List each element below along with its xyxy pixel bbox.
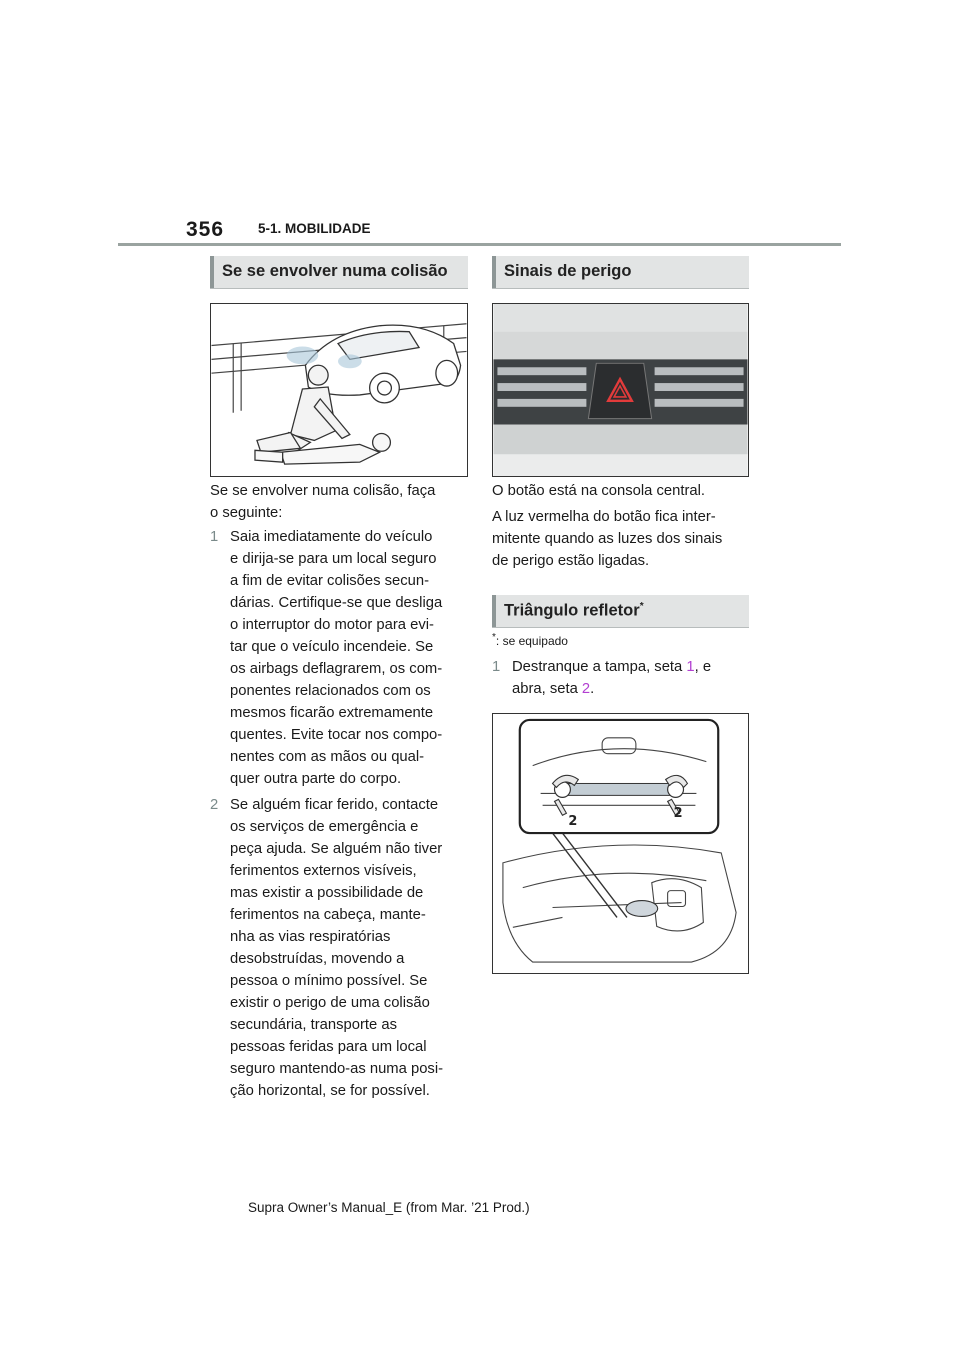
equipped-mark: * <box>639 601 644 612</box>
equipped-footnote: *: se equipado <box>492 632 568 648</box>
hazard-description: A luz vermelha do botão fica inter- mitente quando as luzes dos sinais de perigo estão ligadas. <box>492 509 723 569</box>
hazard-location: O botão está na consola central. <box>492 483 706 499</box>
page-number: 356 <box>186 218 225 241</box>
chapter-title: 5-1. MOBILIDADE <box>258 221 371 236</box>
section-triangle-title: Triângulo refletor* <box>504 601 644 620</box>
collision-intro: Se se envolver numa colisão, faça o seguinte: <box>210 483 436 521</box>
hazard-button-icon <box>493 304 748 476</box>
step-number: 1 <box>492 659 501 675</box>
collision-figure <box>210 303 468 477</box>
step-number: 2 <box>210 797 219 813</box>
step-text: Destranque a tampa, seta 1, e abra, seta 2. <box>512 659 712 697</box>
footer-manual-title: Supra Owner’s Manual_E (from Mar. ’21 Prod.) <box>248 1200 530 1215</box>
collision-step-2 <box>210 794 472 1104</box>
hazard-figure <box>492 303 749 477</box>
section-triangle <box>492 595 749 628</box>
section-hazard-title: Sinais de perigo <box>504 262 632 280</box>
collision-first-aid-illustration <box>211 304 467 476</box>
trunk-lid-triangle-illustration <box>493 714 748 973</box>
step-number: 1 <box>210 529 219 545</box>
figure-label-2a: 2 <box>568 814 578 830</box>
section-collision <box>210 256 468 289</box>
arrow-ref-1: 1 <box>686 659 695 675</box>
section-collision-title: Se se envolver numa colisão <box>222 262 448 280</box>
triangle-step-1 <box>492 656 754 702</box>
section-hazard <box>492 256 749 289</box>
triangle-figure <box>492 713 749 974</box>
figure-label-2b: 2 <box>673 806 683 822</box>
step-text: Saia imediatamente do veículo e dirija-se para um local seguro a fim de evitar colisões secun- dárias. Certifique-se que desliga o interruptor do motor para evi- tar que o veículo incendeie. Se os airbags deflagrarem, os com- ponentes relacionados com os mesmos ficarão extremamente quentes. Evite tocar nos compo- nentes com as mãos ou qual- quer outra parte do corpo. <box>230 529 443 787</box>
arrow-ref-2: 2 <box>581 681 591 697</box>
collision-step-1 <box>210 526 472 792</box>
step-text: Se alguém ficar ferido, contacte os serviços de emergência e peça ajuda. Se alguém não tiver ferimentos externos visíveis, mas existir a possibilidade de ferimentos na cabeça, mante- nha as vias respiratórias desobstruídas, movendo a pessoa o mínimo possível. Se existir o perigo de uma colisão secundária, transporte as pessoas feridas para um local seguro mantendo-as numa posi- ção horizontal, se for possível. <box>230 797 444 1099</box>
header-rule <box>118 243 841 246</box>
